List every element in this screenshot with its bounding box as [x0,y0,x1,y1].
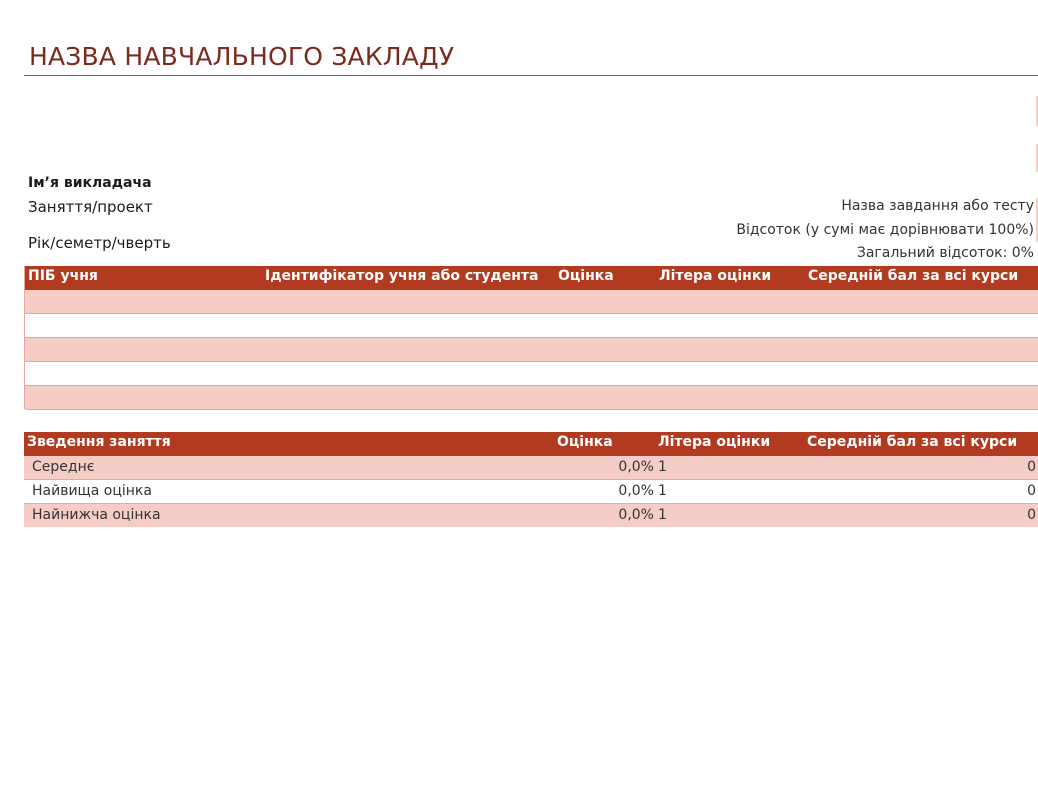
summary-row-lowest [24,504,1038,527]
summary-row-highest [24,480,1038,504]
assignment-name-field[interactable]: Назва завдання або тесту [841,198,1034,214]
column-header-name[interactable]: ПІБ учня [28,268,98,284]
summary-average: 0 [1027,507,1036,523]
summary-average: 0 [1027,483,1036,499]
summary-row-average [24,456,1038,480]
summary-label: Найнижча оцінка [32,507,161,523]
column-header-average[interactable]: Середній бал за всі курси [808,268,1019,284]
students-table-header [25,266,1038,290]
table-row[interactable] [25,314,1038,338]
column-header-id[interactable]: Ідентифікатор учня або студента [265,268,539,284]
summary-header-average[interactable]: Середній бал за всі курси [807,434,1018,450]
page-title: НАЗВА НАВЧАЛЬНОГО ЗАКЛАДУ [29,42,455,71]
summary-score: 0,0% [618,507,654,523]
summary-letter: 1 [658,507,667,523]
summary-header-letter[interactable]: Літера оцінки [658,434,771,450]
summary-letter: 1 [658,459,667,475]
students-table [24,266,1038,409]
table-row[interactable] [25,338,1038,362]
summary-letter: 1 [658,483,667,499]
summary-score: 0,0% [618,483,654,499]
percent-note[interactable]: Відсоток (у сумі має дорівнювати 100%) [736,222,1034,238]
column-header-score[interactable]: Оцінка [558,268,614,284]
table-row[interactable] [25,290,1038,314]
table-row[interactable] [25,386,1038,410]
summary-header-name[interactable]: Зведення заняття [27,434,171,450]
summary-table [24,432,1038,528]
title-divider [24,75,1038,76]
summary-label: Найвища оцінка [32,483,152,499]
summary-table-header [24,432,1038,456]
column-header-letter[interactable]: Літера оцінки [659,268,772,284]
summary-score: 0,0% [618,459,654,475]
summary-average: 0 [1027,459,1036,475]
teacher-name-field[interactable]: Ім’я викладача [28,175,152,191]
summary-label: Середнє [32,459,95,475]
total-percent: Загальний відсоток: 0% [856,245,1034,261]
summary-header-score[interactable]: Оцінка [557,434,613,450]
period-field[interactable]: Рік/семетр/чверть [28,234,171,252]
table-row[interactable] [25,362,1038,386]
class-project-field[interactable]: Заняття/проект [28,198,153,216]
